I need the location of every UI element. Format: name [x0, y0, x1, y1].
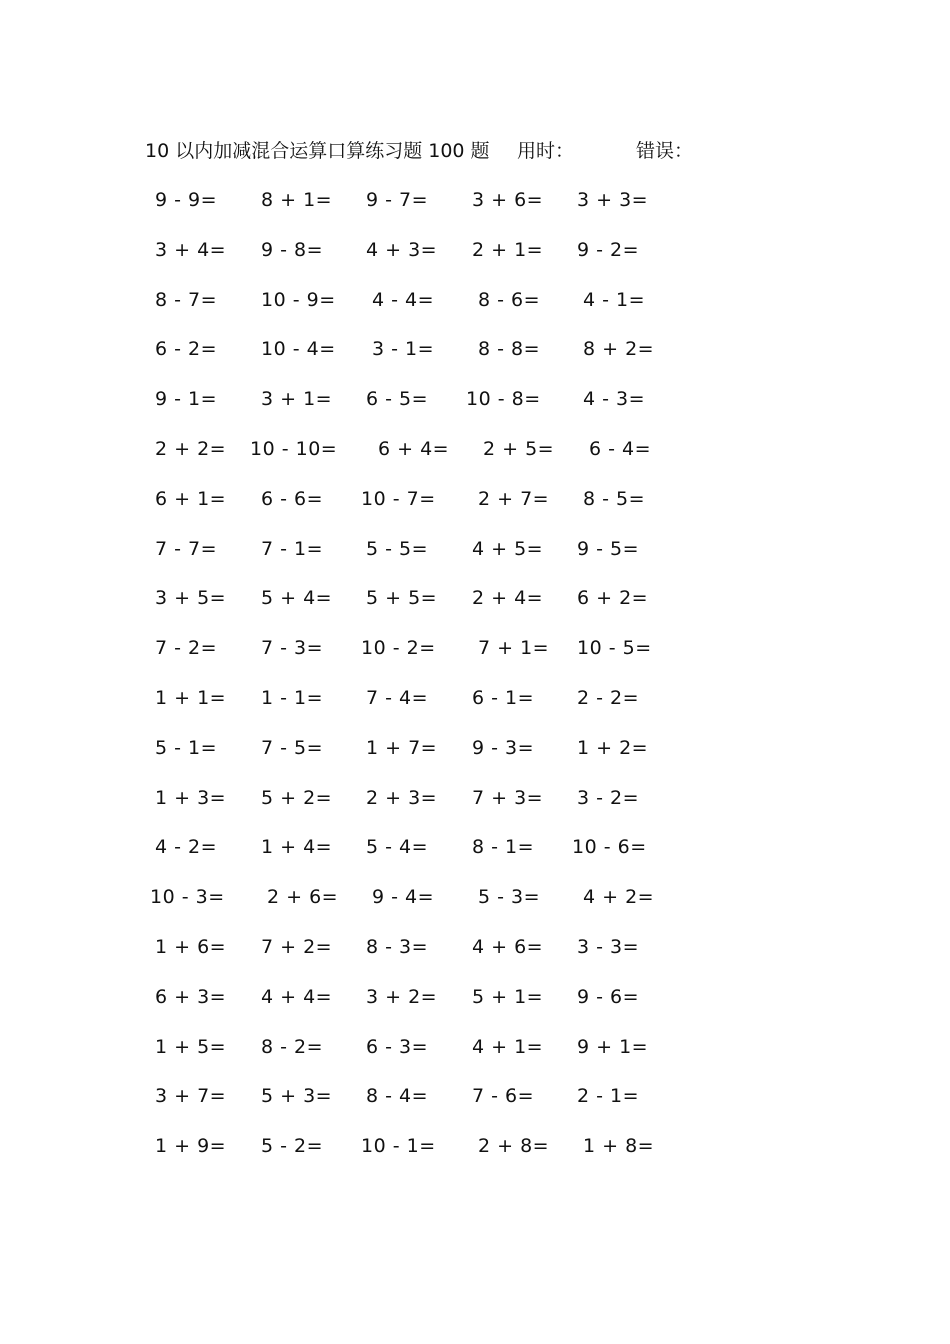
arithmetic-problem: 9 - 4= — [372, 886, 435, 909]
arithmetic-problem: 2 + 2= — [155, 438, 227, 460]
problem-row — [0, 585, 950, 611]
arithmetic-problem: 4 + 4= — [261, 985, 333, 1008]
problem-row — [0, 386, 950, 412]
arithmetic-problem: 8 - 7= — [155, 288, 218, 311]
arithmetic-problem: 6 + 4= — [378, 438, 450, 460]
arithmetic-problem: 8 - 3= — [366, 936, 429, 958]
arithmetic-problem: 1 + 9= — [155, 1135, 227, 1158]
arithmetic-problem: 5 - 1= — [155, 736, 218, 759]
arithmetic-problem: 7 + 3= — [472, 786, 544, 809]
arithmetic-problem: 9 - 7= — [366, 189, 429, 211]
arithmetic-problem: 8 + 1= — [261, 189, 333, 211]
arithmetic-problem: 6 - 2= — [155, 338, 218, 361]
arithmetic-problem: 1 - 1= — [261, 687, 324, 709]
arithmetic-problem: 2 + 6= — [267, 886, 339, 909]
problem-row — [0, 1083, 950, 1109]
arithmetic-problem: 6 - 6= — [261, 487, 324, 510]
arithmetic-problem: 1 + 4= — [261, 836, 333, 859]
arithmetic-problem: 4 - 3= — [583, 388, 646, 411]
arithmetic-problem: 1 + 2= — [577, 736, 649, 759]
problem-row — [0, 785, 950, 811]
arithmetic-problem: 4 + 1= — [472, 1035, 544, 1058]
arithmetic-problem: 2 - 2= — [577, 687, 640, 709]
arithmetic-problem: 1 + 3= — [155, 786, 227, 809]
arithmetic-problem: 10 - 6= — [572, 836, 647, 859]
arithmetic-problem: 6 - 1= — [472, 687, 535, 709]
arithmetic-problem: 2 + 8= — [478, 1135, 550, 1158]
arithmetic-problem: 7 - 5= — [261, 736, 324, 759]
arithmetic-problem: 1 + 8= — [583, 1135, 655, 1158]
arithmetic-problem: 6 - 3= — [366, 1035, 429, 1058]
arithmetic-problem: 3 - 1= — [372, 338, 435, 361]
arithmetic-problem: 10 - 5= — [577, 637, 652, 660]
problem-row — [0, 984, 950, 1010]
problem-row — [0, 187, 950, 213]
arithmetic-problem: 6 + 1= — [155, 487, 227, 510]
arithmetic-problem: 2 + 5= — [483, 438, 555, 460]
arithmetic-problem: 3 + 4= — [155, 238, 227, 261]
arithmetic-problem: 7 - 2= — [155, 637, 218, 660]
arithmetic-problem: 7 - 3= — [261, 637, 324, 660]
arithmetic-problem: 2 + 7= — [478, 487, 550, 510]
time-used-label: 用时： — [517, 140, 575, 162]
arithmetic-problem: 5 - 3= — [478, 886, 541, 909]
arithmetic-problem: 4 - 2= — [155, 836, 218, 859]
worksheet-title: 10 以内加减混合运算口算练习题 100 题 — [145, 140, 490, 162]
arithmetic-problem: 8 - 2= — [261, 1035, 324, 1058]
arithmetic-problem: 5 - 2= — [261, 1135, 324, 1158]
arithmetic-problem: 8 - 1= — [472, 836, 535, 859]
problem-row — [0, 287, 950, 313]
problem-row — [0, 1133, 950, 1159]
problem-row — [0, 884, 950, 910]
arithmetic-problem: 10 - 4= — [261, 338, 336, 361]
arithmetic-problem: 10 - 8= — [466, 388, 541, 411]
arithmetic-problem: 4 - 1= — [583, 288, 646, 311]
arithmetic-problem: 9 - 5= — [577, 537, 640, 560]
errors-label: 错误： — [636, 140, 694, 162]
arithmetic-problem: 9 - 6= — [577, 985, 640, 1008]
arithmetic-problem: 9 - 2= — [577, 238, 640, 261]
arithmetic-problem: 8 + 2= — [583, 338, 655, 361]
arithmetic-problem: 6 + 3= — [155, 985, 227, 1008]
arithmetic-problem: 5 + 5= — [366, 587, 438, 610]
arithmetic-problem: 2 + 4= — [472, 587, 544, 610]
arithmetic-problem: 8 - 8= — [478, 338, 541, 361]
arithmetic-problem: 4 - 4= — [372, 288, 435, 311]
arithmetic-problem: 1 + 1= — [155, 687, 227, 709]
problem-row — [0, 635, 950, 661]
problem-row — [0, 536, 950, 562]
arithmetic-problem: 6 - 5= — [366, 388, 429, 411]
arithmetic-problem: 10 - 1= — [361, 1135, 436, 1158]
arithmetic-problem: 10 - 10= — [250, 438, 338, 460]
arithmetic-problem: 5 - 5= — [366, 537, 429, 560]
arithmetic-problem: 7 - 1= — [261, 537, 324, 560]
arithmetic-problem: 2 + 3= — [366, 786, 438, 809]
arithmetic-problem: 10 - 7= — [361, 487, 436, 510]
arithmetic-problem: 6 - 4= — [589, 438, 652, 460]
arithmetic-problem: 2 - 1= — [577, 1085, 640, 1108]
arithmetic-problem: 5 + 3= — [261, 1085, 333, 1108]
arithmetic-problem: 7 + 1= — [478, 637, 550, 660]
arithmetic-problem: 4 + 5= — [472, 537, 544, 560]
arithmetic-problem: 3 + 6= — [472, 189, 544, 211]
arithmetic-problem: 4 + 6= — [472, 936, 544, 958]
problem-row — [0, 336, 950, 362]
arithmetic-problem: 3 + 5= — [155, 587, 227, 610]
arithmetic-problem: 8 - 4= — [366, 1085, 429, 1108]
arithmetic-problem: 4 + 2= — [583, 886, 655, 909]
arithmetic-problem: 4 + 3= — [366, 238, 438, 261]
arithmetic-problem: 8 - 6= — [478, 288, 541, 311]
problem-row — [0, 834, 950, 860]
arithmetic-problem: 9 + 1= — [577, 1035, 649, 1058]
arithmetic-problem: 9 - 3= — [472, 736, 535, 759]
arithmetic-problem: 3 - 2= — [577, 786, 640, 809]
arithmetic-problem: 1 + 7= — [366, 736, 438, 759]
problem-row — [0, 486, 950, 512]
arithmetic-problem: 9 - 8= — [261, 238, 324, 261]
arithmetic-problem: 3 - 3= — [577, 936, 640, 958]
arithmetic-problem: 7 - 7= — [155, 537, 218, 560]
arithmetic-problem: 9 - 9= — [155, 189, 218, 211]
problem-row — [0, 436, 950, 462]
problem-row — [0, 735, 950, 761]
arithmetic-problem: 2 + 1= — [472, 238, 544, 261]
arithmetic-problem: 5 + 4= — [261, 587, 333, 610]
problem-row — [0, 1034, 950, 1060]
arithmetic-problem: 3 + 1= — [261, 388, 333, 411]
arithmetic-problem: 7 + 2= — [261, 936, 333, 958]
arithmetic-problem: 8 - 5= — [583, 487, 646, 510]
arithmetic-problem: 7 - 6= — [472, 1085, 535, 1108]
problem-row — [0, 237, 950, 263]
problem-row — [0, 685, 950, 711]
arithmetic-problem: 10 - 3= — [150, 886, 225, 909]
arithmetic-problem: 5 - 4= — [366, 836, 429, 859]
arithmetic-problem: 1 + 6= — [155, 936, 227, 958]
arithmetic-problem: 5 + 1= — [472, 985, 544, 1008]
arithmetic-problem: 6 + 2= — [577, 587, 649, 610]
arithmetic-problem: 10 - 9= — [261, 288, 336, 311]
arithmetic-problem: 3 + 3= — [577, 189, 649, 211]
arithmetic-problem: 10 - 2= — [361, 637, 436, 660]
arithmetic-problem: 1 + 5= — [155, 1035, 227, 1058]
arithmetic-problem: 5 + 2= — [261, 786, 333, 809]
arithmetic-problem: 7 - 4= — [366, 687, 429, 709]
arithmetic-problem: 3 + 2= — [366, 985, 438, 1008]
problem-row — [0, 934, 950, 960]
arithmetic-problem: 3 + 7= — [155, 1085, 227, 1108]
arithmetic-problem: 9 - 1= — [155, 388, 218, 411]
